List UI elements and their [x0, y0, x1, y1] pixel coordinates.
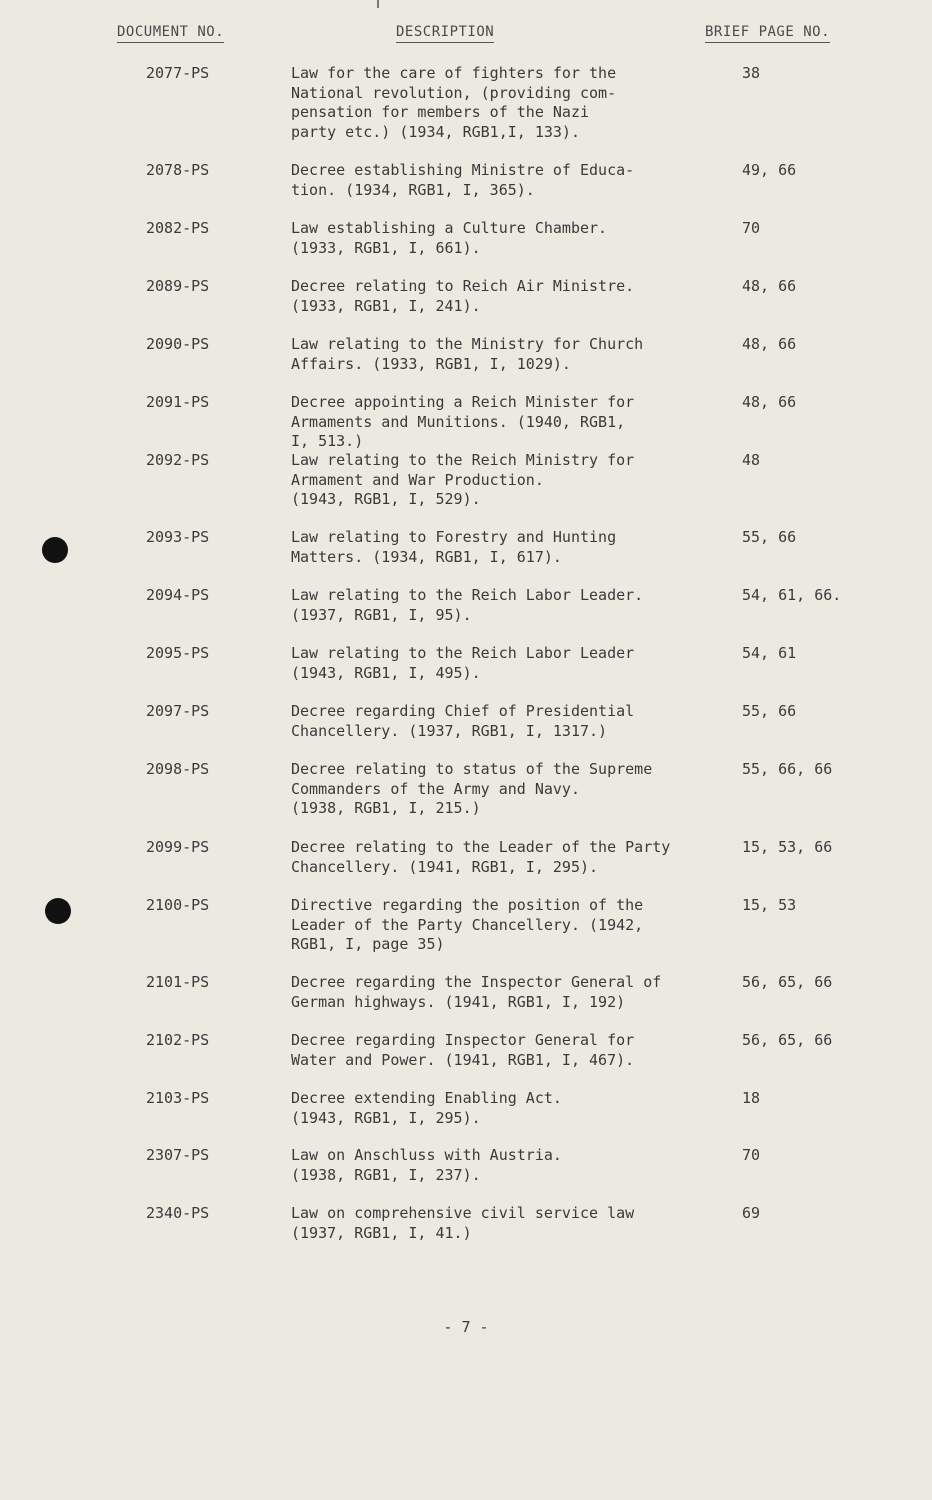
document-number: 2102-PS — [146, 1031, 210, 1049]
document-description — [291, 393, 701, 452]
description-line: Law relating to the Ministry for Church — [291, 335, 644, 353]
document-number: 2089-PS — [146, 277, 210, 295]
header-document-no: DOCUMENT NO. — [117, 24, 224, 43]
description-line: German highways. (1941, RGB1, I, 192) — [291, 992, 626, 1011]
description-line: Directive regarding the position of the — [291, 896, 644, 914]
document-description — [291, 451, 701, 510]
document-number: 2099-PS — [146, 838, 210, 856]
description-line: (1943, RGB1, I, 495). — [291, 663, 481, 682]
description-line: Leader of the Party Chancellery. (1942, — [291, 915, 644, 934]
description-line: tion. (1934, RGB1, I, 365). — [291, 180, 535, 199]
description-line: (1943, RGB1, I, 295). — [291, 1108, 481, 1127]
document-number: 2098-PS — [146, 760, 210, 778]
document-number: 2091-PS — [146, 393, 210, 411]
description-line: Law establishing a Culture Chamber. — [291, 219, 608, 237]
description-line: Law relating to the Reich Ministry for — [291, 451, 635, 469]
brief-page-numbers: 54, 61, 66. — [742, 586, 842, 604]
description-line: party etc.) (1934, RGB1,I, 133). — [291, 122, 580, 141]
document-number: 2340-PS — [146, 1204, 210, 1222]
page-number: - 7 - — [443, 1318, 489, 1336]
description-line: (1933, RGB1, I, 241). — [291, 296, 481, 315]
description-line: Water and Power. (1941, RGB1, I, 467). — [291, 1050, 635, 1069]
brief-page-numbers: 54, 61 — [742, 644, 797, 662]
description-line: Decree appointing a Reich Minister for — [291, 393, 635, 411]
brief-page-numbers: 70 — [742, 219, 761, 237]
document-description — [291, 896, 701, 955]
description-line: (1938, RGB1, I, 237). — [291, 1165, 481, 1184]
brief-page-numbers: 48, 66 — [742, 393, 797, 411]
document-number: 2090-PS — [146, 335, 210, 353]
brief-page-numbers: 49, 66 — [742, 161, 797, 179]
description-line: Law relating to the Reich Labor Leader — [291, 644, 635, 662]
brief-page-numbers: 18 — [742, 1089, 761, 1107]
document-number: 2100-PS — [146, 896, 210, 914]
document-description — [291, 702, 701, 741]
document-number: 2101-PS — [146, 973, 210, 991]
document-description — [291, 644, 701, 683]
description-line: (1938, RGB1, I, 215.) — [291, 799, 481, 817]
document-number: 2082-PS — [146, 219, 210, 237]
document-description — [291, 335, 701, 374]
description-line: Decree regarding the Inspector General of — [291, 973, 662, 991]
document-number: 2093-PS — [146, 528, 210, 546]
description-line: Decree establishing Ministre of Educa- — [291, 161, 635, 179]
description-line: Chancellery. (1937, RGB1, I, 1317.) — [291, 721, 608, 740]
description-line: Decree relating to the Leader of the Party — [291, 838, 671, 856]
description-line: Law on Anschluss with Austria. — [291, 1146, 562, 1164]
description-line: Decree extending Enabling Act. — [291, 1089, 562, 1107]
description-line: Matters. (1934, RGB1, I, 617). — [291, 547, 562, 566]
description-line: RGB1, I, page 35) — [291, 935, 445, 953]
description-line: (1937, RGB1, I, 95). — [291, 605, 472, 624]
brief-page-numbers: 48 — [742, 451, 761, 469]
document-number: 2077-PS — [146, 64, 210, 82]
punch-hole-icon — [45, 898, 71, 924]
document-number: 2095-PS — [146, 644, 210, 662]
brief-page-numbers: 15, 53, 66 — [742, 838, 833, 856]
document-description — [291, 1031, 701, 1070]
description-line: Decree relating to status of the Supreme — [291, 760, 653, 778]
brief-page-numbers: 48, 66 — [742, 335, 797, 353]
document-description — [291, 64, 701, 142]
description-line: National revolution, (providing com- — [291, 83, 617, 102]
description-line: Armament and War Production. — [291, 470, 544, 489]
document-number: 2103-PS — [146, 1089, 210, 1107]
brief-page-numbers: 56, 65, 66 — [742, 1031, 833, 1049]
document-description — [291, 1204, 701, 1243]
punch-hole-icon — [42, 537, 68, 563]
document-number: 2097-PS — [146, 702, 210, 720]
document-description — [291, 277, 701, 316]
description-line: Decree regarding Chief of Presidential — [291, 702, 635, 720]
document-description — [291, 586, 701, 625]
document-number: 2307-PS — [146, 1146, 210, 1164]
brief-page-numbers: 55, 66, 66 — [742, 760, 833, 778]
brief-page-numbers: 55, 66 — [742, 528, 797, 546]
description-line: Decree relating to Reich Air Ministre. — [291, 277, 635, 295]
description-line: Affairs. (1933, RGB1, I, 1029). — [291, 354, 571, 373]
description-line: Law on comprehensive civil service law — [291, 1204, 635, 1222]
description-line: Chancellery. (1941, RGB1, I, 295). — [291, 857, 599, 876]
brief-page-numbers: 55, 66 — [742, 702, 797, 720]
document-description — [291, 1146, 701, 1185]
margin-mark — [377, 0, 379, 8]
description-line: (1943, RGB1, I, 529). — [291, 490, 481, 508]
document-description — [291, 1089, 701, 1128]
document-number: 2078-PS — [146, 161, 210, 179]
brief-page-numbers: 38 — [742, 64, 761, 82]
document-description — [291, 973, 701, 1012]
description-line: Decree regarding Inspector General for — [291, 1031, 635, 1049]
brief-page-numbers: 15, 53 — [742, 896, 797, 914]
document-description — [291, 219, 701, 258]
description-line: Law relating to the Reich Labor Leader. — [291, 586, 644, 604]
description-line: Law relating to Forestry and Hunting — [291, 528, 617, 546]
document-number: 2092-PS — [146, 451, 210, 469]
brief-page-numbers: 48, 66 — [742, 277, 797, 295]
document-description — [291, 760, 701, 819]
description-line: Armaments and Munitions. (1940, RGB1, — [291, 412, 626, 431]
description-line: I, 513.) — [291, 432, 364, 450]
header-description: DESCRIPTION — [396, 24, 494, 43]
description-line: Law for the care of fighters for the — [291, 64, 617, 82]
description-line: (1937, RGB1, I, 41.) — [291, 1223, 472, 1242]
header-brief-page-no: BRIEF PAGE NO. — [705, 24, 830, 43]
document-description — [291, 528, 701, 567]
brief-page-numbers: 56, 65, 66 — [742, 973, 833, 991]
brief-page-numbers: 70 — [742, 1146, 761, 1164]
brief-page-numbers: 69 — [742, 1204, 761, 1222]
document-description — [291, 838, 701, 877]
document-description — [291, 161, 701, 200]
description-line: Commanders of the Army and Navy. — [291, 779, 580, 798]
description-line: (1933, RGB1, I, 661). — [291, 238, 481, 257]
description-line: pensation for members of the Nazi — [291, 103, 590, 121]
document-number: 2094-PS — [146, 586, 210, 604]
